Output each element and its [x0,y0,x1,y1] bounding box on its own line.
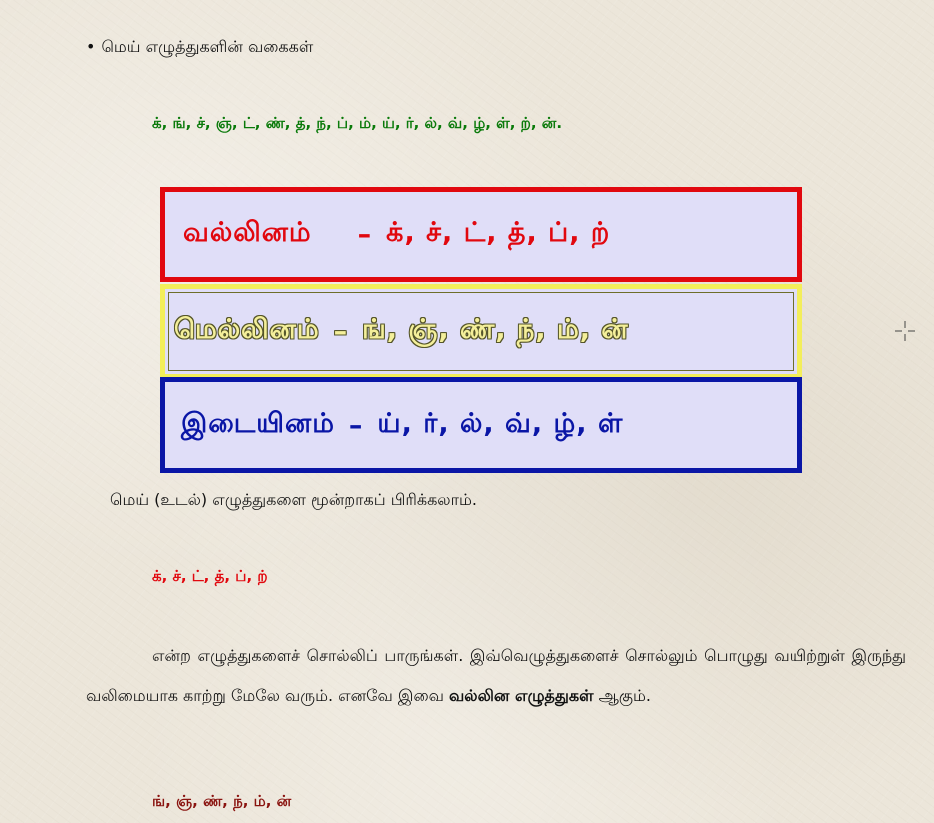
bullet-marker: • [86,37,96,56]
mellinam-inner-frame [168,292,794,371]
classification-caption: மெய் (உடல்) எழுத்துகளை மூன்றாகப் பிரிக்கலாம். [110,490,477,509]
vallinam-letters: க், ச், ட், த், ப், ற் [386,217,611,248]
all-consonants-list: க், ங், ச், ஞ், ட், ண், த், ந், ப், ம், ய், ர், ல், வ், ழ், ள், ற், ன். [152,114,563,132]
paragraph-text-end: ஆகும். [593,686,651,705]
vallinam-label: வல்லினம் [183,217,312,248]
idaiyinam-dash: – [348,409,364,441]
vallinam-explanation-paragraph [86,636,906,716]
mellinam-dash: – [333,316,349,347]
crosshair-move-icon [894,320,916,342]
idaiyinam-letters: ய், ர், ல், வ், ழ், ள் [377,407,624,439]
vallinam-dash: – [357,219,373,250]
paragraph-text-start: என்ற எழுத்துகளைச் சொல்லிப் பாருங்கள். இவ்வெழுத்துகளைச் சொல்லும் பொழுது வயிற்றுள் இருந்து வலிமையாக காற்று மேலே வரும். எனவே இவை [86,646,906,705]
section-heading [86,37,313,58]
mellinam-letters: ங், ஞ், ண், ந், ம், ன் [362,314,629,345]
mellinam-label: மெல்லினம் [174,314,320,345]
mellinam-box [160,284,802,379]
mellinam-list: ங், ஞ், ண், ந், ம், ன் [152,792,292,810]
vallinam-box [160,187,802,282]
idaiyinam-box [160,377,802,473]
paragraph-bold-term: வல்லின எழுத்துகள் [448,686,594,705]
idaiyinam-label: இடையினம் [181,407,335,439]
vallinam-list: க், ச், ட், த், ப், ற் [152,567,268,585]
section-heading-text: மெய் எழுத்துகளின் வகைகள் [101,37,314,56]
